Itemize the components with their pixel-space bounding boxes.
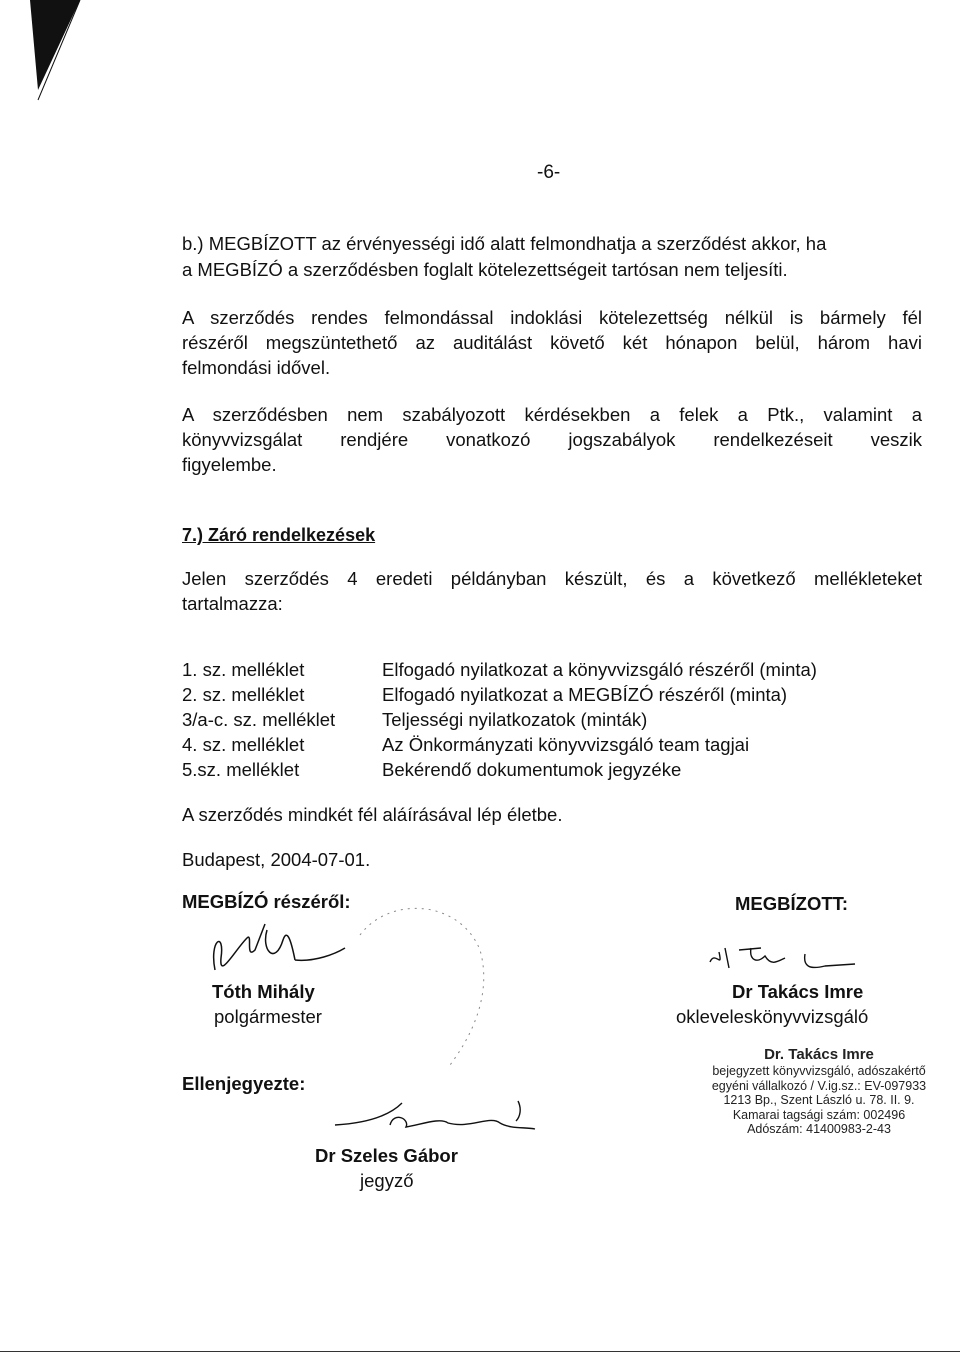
annex-description: Az Önkormányzati könyvvizsgáló team tagjai	[382, 734, 750, 755]
annex-number: 2. sz. melléklet	[182, 684, 305, 705]
paragraph-b-line-2: a MEGBÍZÓ a szerződésben foglalt kötelezettségeit tartósan nem teljesíti.	[182, 259, 788, 280]
annex-description: Bekérendő dokumentumok jegyzéke	[382, 759, 682, 780]
page-number: -6-	[537, 162, 561, 183]
paragraph-termination-line-2: részéről megszüntethető az auditálást követő két hónapon belül, három havi	[182, 332, 922, 353]
countersign-label: Ellenjegyezte:	[182, 1073, 306, 1094]
agent-signature-label: MEGBÍZOTT:	[735, 893, 849, 914]
annex-number: 1. sz. melléklet	[182, 659, 305, 680]
paragraph-unregulated-line-3: figyelembe.	[182, 454, 277, 475]
agent-name: Dr Takács Imre	[732, 981, 864, 1002]
agent-stamp	[704, 1046, 934, 1137]
signing-effect: A szerződés mindkét fél aláírásával lép életbe.	[182, 804, 563, 825]
official-seal-outline	[330, 895, 500, 1095]
section-heading: 7.) Záró rendelkezések	[182, 525, 376, 545]
stamp-name: Dr. Takács Imre	[764, 1046, 874, 1063]
page-corner-mark	[30, 0, 120, 110]
stamp-line: egyéni vállalkozó / V.ig.sz.: EV-097933	[711, 1078, 927, 1093]
agent-title: okleveleskönyvvizsgáló	[676, 1006, 869, 1027]
stamp-line: 1213 Bp., Szent László u. 78. II. 9.	[723, 1093, 915, 1107]
annex-number: 4. sz. melléklet	[182, 734, 305, 755]
annex-description: Elfogadó nyilatkozat a MEGBÍZÓ részéről (minta)	[382, 684, 788, 705]
bottom-rule	[0, 1351, 960, 1352]
client-name: Tóth Mihály	[212, 981, 315, 1002]
annex-description: Teljességi nyilatkozatok (minták)	[382, 709, 648, 730]
annex-number: 3/a-c. sz. melléklet	[182, 709, 336, 730]
stamp-line: Adószám: 41400983-2-43	[747, 1122, 891, 1136]
paragraph-termination-line-3: felmondási idővel.	[182, 357, 331, 378]
copies-line-2: tartalmazza:	[182, 593, 283, 614]
client-signature-label: MEGBÍZÓ részéről:	[182, 891, 351, 912]
stamp-line: bejegyzett könyvvizsgáló, adószakértő	[712, 1064, 926, 1078]
countersign-title: jegyző	[360, 1170, 414, 1191]
paragraph-termination-line-1: A szerződés rendes felmondással indoklási kötelezettség nélkül is bármely fél	[182, 307, 922, 328]
copies-line-1: Jelen szerződés 4 eredeti példányban készült, és a következő mellékleteket	[182, 568, 922, 589]
countersign-handwritten-signature	[330, 1095, 550, 1140]
annex-number: 5.sz. melléklet	[182, 759, 300, 780]
paragraph-unregulated-line-2: könyvvizsgálat rendjére vonatkozó jogszabályok rendelkezéseit veszik	[182, 429, 922, 450]
place-date: Budapest, 2004-07-01.	[182, 849, 371, 870]
client-title: polgármester	[214, 1006, 322, 1027]
countersign-name: Dr Szeles Gábor	[315, 1145, 458, 1166]
paragraph-b-line-1: b.) MEGBÍZOTT az érvényességi idő alatt felmondhatja a szerződést akkor, ha	[182, 233, 827, 254]
paragraph-unregulated-line-1: A szerződésben nem szabályozott kérdésekben a felek a Ptk., valamint a	[182, 404, 922, 425]
annex-description: Elfogadó nyilatkozat a könyvvizsgáló részéről (minta)	[382, 659, 817, 680]
agent-handwritten-signature	[705, 940, 875, 980]
stamp-line: Kamarai tagsági szám: 002496	[732, 1107, 906, 1122]
